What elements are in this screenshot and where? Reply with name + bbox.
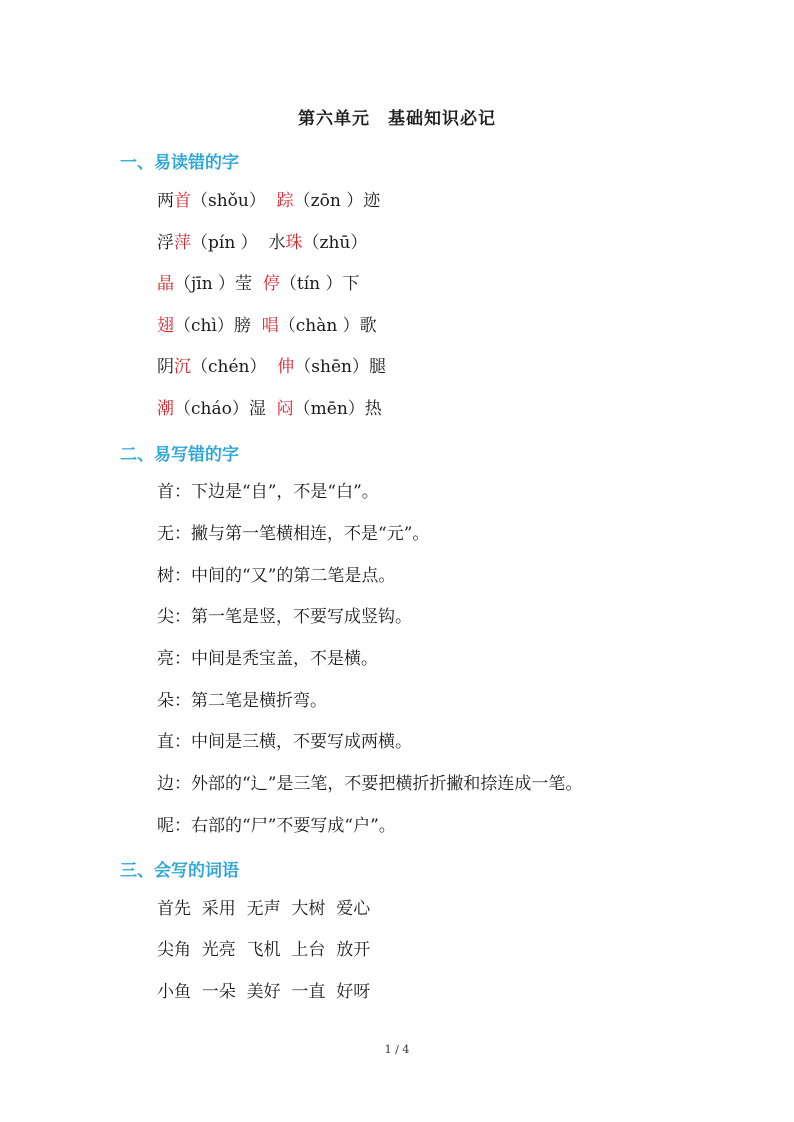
highlighted-character: 唱 xyxy=(261,316,279,336)
pinyin-text: （jīn ）莹 xyxy=(174,274,263,294)
pinyin-text: （shēn）腿 xyxy=(294,357,386,377)
pinyin-text: （pín ） 水 xyxy=(191,233,286,253)
page-title: 第六单元 基础知识必记 xyxy=(298,109,496,129)
miswritten-line: 首：下边是“自”，不是“白”。 xyxy=(157,482,379,502)
miswritten-line: 呢：右部的“尸”不要写成“户”。 xyxy=(157,816,396,836)
misread-line xyxy=(157,398,382,420)
miswritten-line: 朵：第二笔是横折弯。 xyxy=(157,691,327,711)
highlighted-character: 闷 xyxy=(276,399,294,419)
pinyin-text: （chì）膀 xyxy=(174,316,262,336)
pinyin-text: （chén） xyxy=(191,357,278,377)
pinyin-text: 浮 xyxy=(157,233,174,253)
highlighted-character: 伸 xyxy=(277,357,295,377)
miswritten-line: 亮：中间是秃宝盖，不是横。 xyxy=(157,649,378,669)
highlighted-character: 晶 xyxy=(157,274,174,294)
miswritten-line: 树：中间的“又”的第二笔是点。 xyxy=(157,566,396,586)
word-list-line: 尖角 光亮 飞机 上台 放开 xyxy=(157,940,371,960)
word-list-line: 小鱼 一朵 美好 一直 好呀 xyxy=(157,982,371,1002)
misread-line xyxy=(157,315,377,337)
highlighted-character: 停 xyxy=(262,274,280,294)
highlighted-character: 踪 xyxy=(276,191,294,211)
highlighted-character: 首 xyxy=(174,191,191,211)
section-heading-words: 三、会写的词语 xyxy=(120,861,239,881)
word-list-line: 首先 采用 无声 大树 爱心 xyxy=(157,899,371,919)
misread-line xyxy=(157,273,360,295)
pinyin-text: （shǒu） xyxy=(191,191,277,211)
misread-line xyxy=(157,190,380,212)
highlighted-character: 萍 xyxy=(174,233,191,253)
pinyin-text: （tín ）下 xyxy=(279,274,360,294)
pinyin-text: （zhū） xyxy=(302,233,368,253)
miswritten-line: 边：外部的“辶”是三笔，不要把横折折撇和捺连成一笔。 xyxy=(157,774,583,794)
misread-line xyxy=(157,356,386,378)
pinyin-text: （zōn ）迹 xyxy=(293,191,381,211)
highlighted-character: 潮 xyxy=(157,399,174,419)
highlighted-character: 沉 xyxy=(174,357,191,377)
section-heading-misread: 一、易读错的字 xyxy=(120,153,239,173)
pinyin-text: （chàn ）歌 xyxy=(278,316,377,336)
misread-line xyxy=(157,232,367,254)
miswritten-line: 尖：第一笔是竖，不要写成竖钩。 xyxy=(157,607,412,627)
section-heading-miswritten: 二、易写错的字 xyxy=(120,445,239,465)
miswritten-line: 直：中间是三横，不要写成两横。 xyxy=(157,732,412,752)
highlighted-character: 珠 xyxy=(285,233,303,253)
pinyin-text: 两 xyxy=(157,191,174,211)
miswritten-line: 无：撇与第一笔横相连，不是“元”。 xyxy=(157,524,430,544)
pinyin-text: （mēn）热 xyxy=(293,399,382,419)
pinyin-text: （cháo）湿 xyxy=(174,399,277,419)
highlighted-character: 翅 xyxy=(157,316,174,336)
page-number: 1 / 4 xyxy=(384,1043,410,1056)
pinyin-text: 阴 xyxy=(157,357,174,377)
